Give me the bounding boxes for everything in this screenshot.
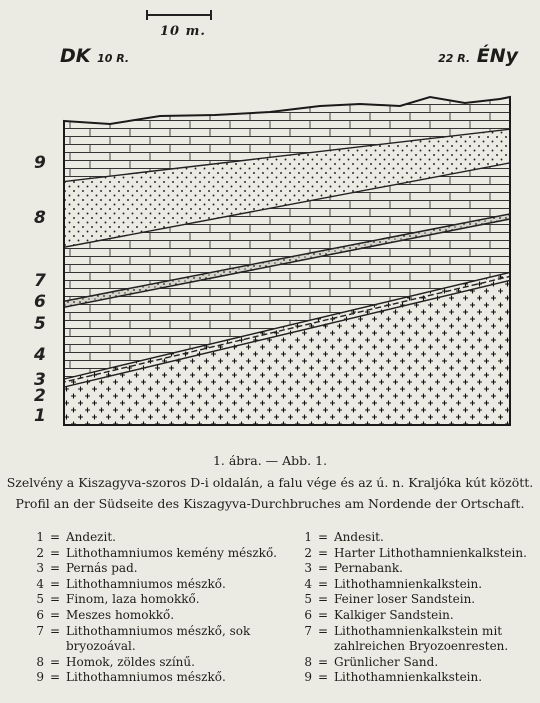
legend-item-text: Harter Lithothamnienkalkstein. [334, 545, 527, 560]
legend-item [298, 530, 538, 546]
layer-label-1: 1 [34, 406, 46, 426]
legend-item-equals: = [317, 545, 329, 560]
legend-item-text: Lithothamniumos mészkő. [66, 576, 226, 591]
layer-label-4: 4 [34, 345, 46, 365]
legend-item-text: Meszes homokkő. [66, 607, 175, 622]
legend-item-text: Homok, zöldes színű. [66, 654, 195, 669]
legend-item [30, 670, 290, 686]
legend-item-number: 9 [36, 670, 44, 685]
legend-item-number: 7 [304, 623, 312, 638]
geological-profile [0, 80, 540, 430]
legend-item-text: bryozoával. [66, 639, 136, 654]
legend-item-equals: = [49, 670, 61, 685]
legend-item-text: Kalkiger Sandstein. [334, 607, 454, 622]
legend-item-number: 3 [304, 561, 312, 576]
legend-item-equals: = [317, 670, 329, 685]
legend-item-equals: = [317, 561, 329, 576]
legend-item-number: 8 [36, 654, 44, 669]
legend-item-number: 8 [304, 654, 312, 669]
legend-item [298, 655, 538, 671]
legend-item-text: Pernabank. [334, 561, 403, 576]
top-sand [60, 90, 520, 100]
direction-left-sub: 10 R. [97, 52, 130, 65]
legend-item-text: Lithothamniumos kemény mészkő. [66, 545, 277, 560]
legend-item-equals: = [49, 576, 61, 591]
legend-item-text: Lithothamnienkalkstein. [334, 576, 483, 591]
legend-item-number: 6 [304, 607, 312, 622]
legend-item-number: 2 [304, 545, 312, 560]
legend-item [30, 530, 290, 546]
layer-label-3: 3 [34, 370, 46, 390]
direction-right [438, 45, 518, 67]
legend-item-equals: = [49, 623, 61, 638]
legend-item-text: Lithothamnienkalkstein. [334, 670, 483, 685]
layer-labels [33, 153, 46, 426]
legend-item-equals: = [49, 530, 61, 544]
legend-item-number: 5 [36, 592, 44, 607]
scale-bar [142, 6, 218, 40]
legend-item-number: 9 [304, 670, 312, 685]
layer-label-8: 8 [34, 208, 46, 228]
legend-item-text: Lithothamnienkalkstein mit [334, 623, 503, 638]
legend-item-text: Feiner loser Sandstein. [334, 592, 476, 607]
legend-item-equals: = [49, 561, 61, 576]
direction-left-main: DK [60, 45, 91, 67]
legend-item [298, 592, 538, 608]
legend-item-equals [312, 639, 334, 655]
layer-label-5: 5 [34, 314, 46, 334]
layer-label-9: 9 [34, 153, 46, 173]
legend-item [30, 546, 290, 562]
legend-item-number: 4 [304, 576, 312, 591]
scale-bar-line [146, 14, 212, 16]
legend-item-text: Lithothamniumos mészkő, sok [66, 623, 251, 638]
legend-item [30, 608, 290, 624]
legend-item-number: 2 [36, 545, 44, 560]
legend-item-equals: = [49, 592, 61, 607]
legend-item [30, 639, 290, 655]
legend-item [30, 655, 290, 671]
legend-item [298, 546, 538, 562]
legend-item-number: 1 [36, 530, 44, 544]
legend-item-text: Andezit. [66, 530, 116, 544]
legend-item-number: 6 [36, 607, 44, 622]
legend-item [298, 577, 538, 593]
legend-item-equals: = [49, 607, 61, 622]
legend-item [298, 608, 538, 624]
legend-item-equals: = [317, 592, 329, 607]
legend-item-number: 3 [36, 561, 44, 576]
legend-item-number: 5 [304, 592, 312, 607]
legend-item [30, 624, 290, 640]
strata [60, 90, 520, 430]
legend-item-text: Lithothamniumos mészkő. [66, 670, 226, 685]
legend-item-number: 4 [36, 576, 44, 591]
legend-hungarian [30, 530, 290, 686]
caption-german: Profil an der Südseite des Kiszagyva-Durchbruches am Nordende der Ortschaft. [15, 496, 525, 511]
legend-item-number [298, 639, 312, 655]
layer-label-2: 2 [34, 386, 46, 406]
layer-label-6: 6 [34, 292, 46, 312]
legend-item-equals: = [317, 576, 329, 591]
legend-item [298, 624, 538, 640]
legend-item-text: Grünlicher Sand. [334, 654, 439, 669]
legend-german [298, 530, 538, 686]
legend-item [30, 577, 290, 593]
legend-item-text: Finom, laza homokkő. [66, 592, 200, 607]
direction-right-sub: 22 R. [438, 52, 471, 65]
legend-item [298, 670, 538, 686]
legend-item [30, 592, 290, 608]
direction-right-main: ÉNy [476, 45, 518, 67]
caption-hungarian: Szelvény a Kiszagyva-szoros D-i oldalán, a falu vége és az ú. n. Kraljóka kút között. [6, 475, 534, 490]
legend-item-number [30, 639, 44, 655]
legend-item-equals: = [49, 654, 61, 669]
legend-item [298, 561, 538, 577]
legend-item-equals: = [317, 654, 329, 669]
direction-left [60, 45, 129, 67]
legend-item-equals [44, 639, 66, 655]
legend-item-number: 1 [304, 530, 312, 544]
scale-label: 10 m. [160, 24, 206, 39]
layer-label-7: 7 [34, 271, 46, 291]
legend-item-text: Andesit. [334, 530, 384, 544]
legend-item-equals: = [317, 530, 329, 544]
legend-item [30, 561, 290, 577]
legend-item-text: Pernás pad. [66, 561, 138, 576]
legend-item-text: zahlreichen Bryozoenresten. [334, 639, 509, 654]
figure-number: 1. ábra. — Abb. 1. [212, 453, 328, 468]
legend-item [298, 639, 538, 655]
legend-item-equals: = [49, 545, 61, 560]
legend-item-equals: = [317, 623, 329, 638]
legend-item-number: 7 [36, 623, 44, 638]
legend-item-equals: = [317, 607, 329, 622]
